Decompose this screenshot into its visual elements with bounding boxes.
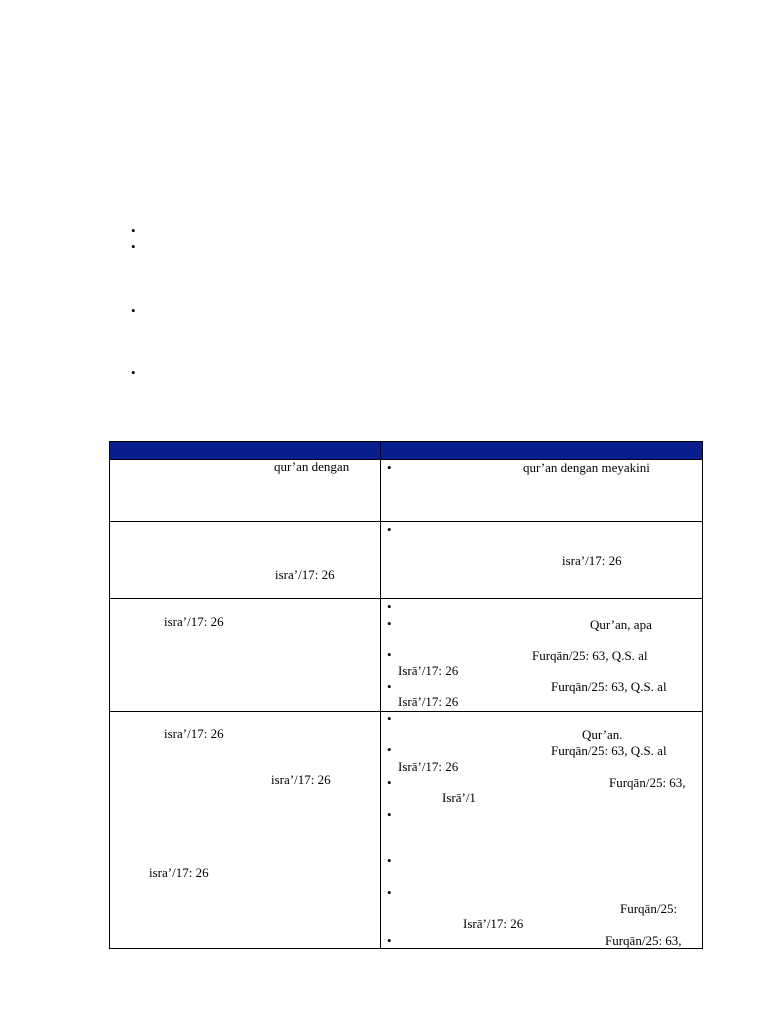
table-cell-text: Isrā’/17: 26 — [398, 694, 459, 709]
row-divider — [110, 521, 702, 522]
table-cell-text: Isrā’/17: 26 — [463, 916, 524, 931]
table-cell-text: isra’/17: 26 — [275, 567, 335, 582]
bullet-marker: • — [387, 853, 392, 868]
table-cell-text: Qur’an. — [582, 727, 623, 742]
row-divider — [110, 711, 702, 712]
table-cell-text: Isrā’/1 — [442, 790, 476, 805]
bullet-marker: • — [387, 679, 392, 694]
table-cell-text: isra’/17: 26 — [562, 553, 622, 568]
table-cell-text: Furqān/25: 63, — [605, 933, 682, 948]
column-divider — [380, 442, 381, 948]
bullet-marker: • — [131, 303, 136, 318]
bullet-marker: • — [387, 711, 392, 726]
bullet-marker: • — [387, 933, 392, 948]
table-cell-text: Furqān/25: 63, — [609, 775, 686, 790]
table-cell-text: Qur’an, apa — [590, 617, 652, 632]
table-cell-text: isra’/17: 26 — [164, 614, 224, 629]
table-cell-text: isra’/17: 26 — [164, 726, 224, 741]
bullet-marker: • — [387, 775, 392, 790]
table-cell-text: Furqān/25: — [620, 901, 678, 916]
bullet-marker: • — [387, 522, 392, 537]
table-cell-text: Isrā’/17: 26 — [398, 759, 459, 774]
table-cell-text: Furqān/25: 63, Q.S. al — [532, 648, 648, 663]
bullet-marker: • — [387, 742, 392, 757]
table-cell-text: qur’an dengan meyakini — [523, 460, 650, 475]
bullet-marker: • — [387, 885, 392, 900]
table-cell-text: isra’/17: 26 — [149, 865, 209, 880]
bullet-marker: • — [387, 460, 392, 475]
bullet-marker: • — [131, 365, 136, 380]
bullet-marker: • — [131, 223, 136, 238]
table-cell-text: Isrā’/17: 26 — [398, 663, 459, 678]
row-divider — [110, 598, 702, 599]
table-cell-text: isra’/17: 26 — [271, 772, 331, 787]
bullet-marker: • — [131, 239, 136, 254]
table-cell-text: Furqān/25: 63, Q.S. al — [551, 679, 667, 694]
bullet-marker: • — [387, 616, 392, 631]
table-cell-text: qur’an dengan — [274, 459, 350, 474]
bullet-marker: • — [387, 599, 392, 614]
bullet-marker: • — [387, 647, 392, 662]
table-header-row — [110, 442, 702, 459]
bullet-marker: • — [387, 807, 392, 822]
table-cell-text: Furqān/25: 63, Q.S. al — [551, 743, 667, 758]
